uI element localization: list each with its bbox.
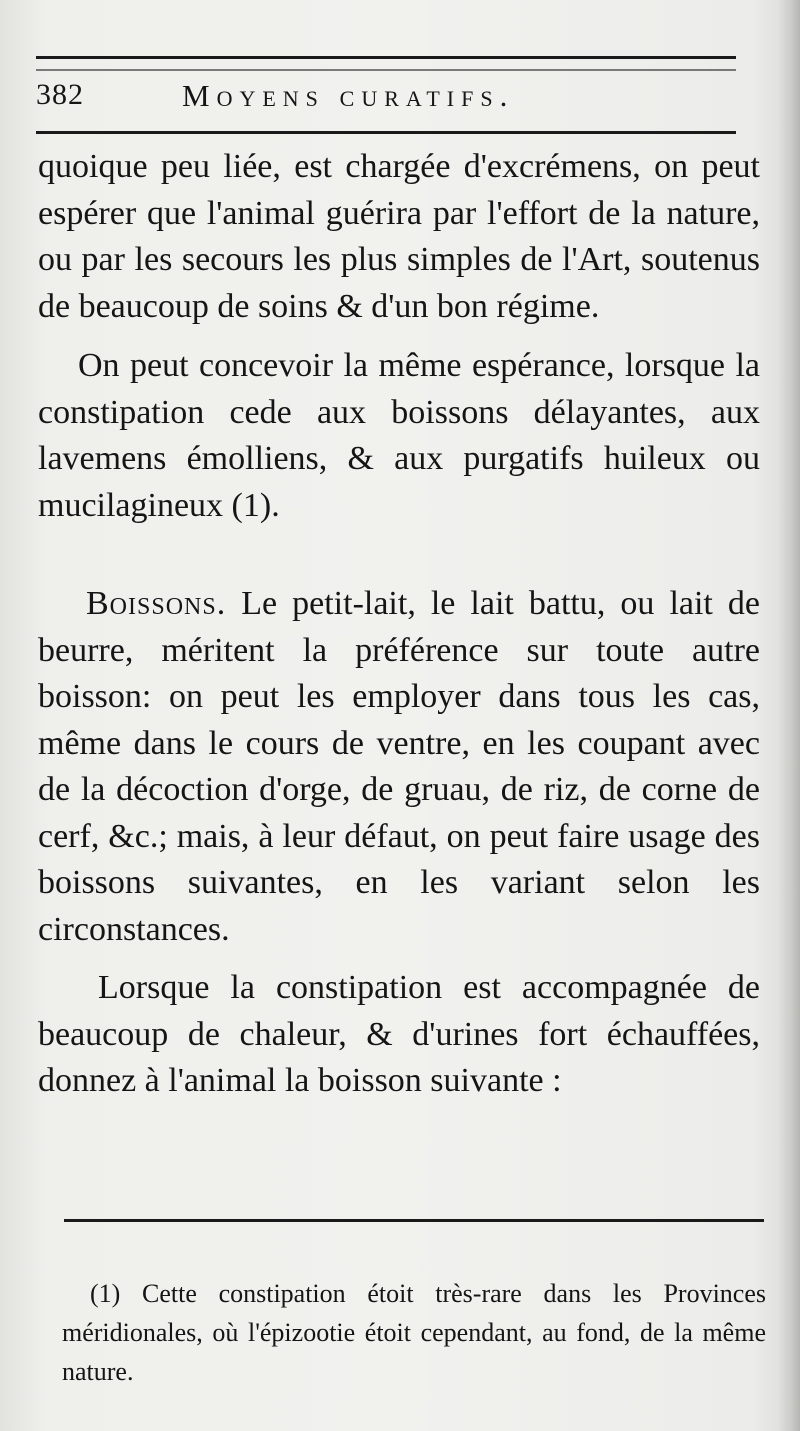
paragraph-chaleur: Lorsque la constipation est accompagnée de beaucoup de chaleur, & d'urines fort échauffées, donnez à l'animal la boisson suivante : — [38, 969, 760, 1099]
page-number: 382 — [36, 78, 84, 111]
top-rule-faint — [36, 69, 736, 71]
paragraph-esperance: On peut concevoir la même espérance, lorsque la constipation cede aux boissons délayantes, aux lavemens émolliens, & aux purgatifs huileux ou mucilagineux (1). — [38, 347, 760, 524]
footnote — [62, 1274, 766, 1391]
gutter-shadow — [778, 0, 800, 1431]
section-heading-boissons: Boissons. — [86, 585, 227, 622]
running-head — [36, 76, 736, 126]
body-text — [38, 144, 760, 1105]
running-title: Moyens curatifs. — [182, 78, 515, 113]
top-rule — [36, 56, 736, 59]
header-rule — [36, 131, 736, 134]
footnote-text: (1) Cette constipation étoit très-rare dans les Provinces méridionales, où l'épizootie étoit cependant, au fond, de la même nature. — [62, 1279, 766, 1386]
footnote-rule — [64, 1219, 764, 1222]
paragraph-boissons — [38, 581, 760, 953]
paragraph-boissons-text: Le petit-lait, le lait battu, ou lait de beurre, méritent la préférence sur toute autre boisson: on peut les employer dans tous les cas, même dans le cours de ventre, en les coupant avec de la décoction d'orge, de gruau, de riz, de corne de cerf, &c.; mais, à leur défaut, on peut faire usage des boissons suivantes, en les variant selon les circonstances. — [38, 585, 760, 948]
paragraph-continued: quoique peu liée, est chargée d'excrémens, on peut espérer que l'animal guérira par l'effort de la nature, ou par les secours les plus simples de l'Art, soutenus de beaucoup de soins & d'un bon régime. — [38, 148, 760, 325]
